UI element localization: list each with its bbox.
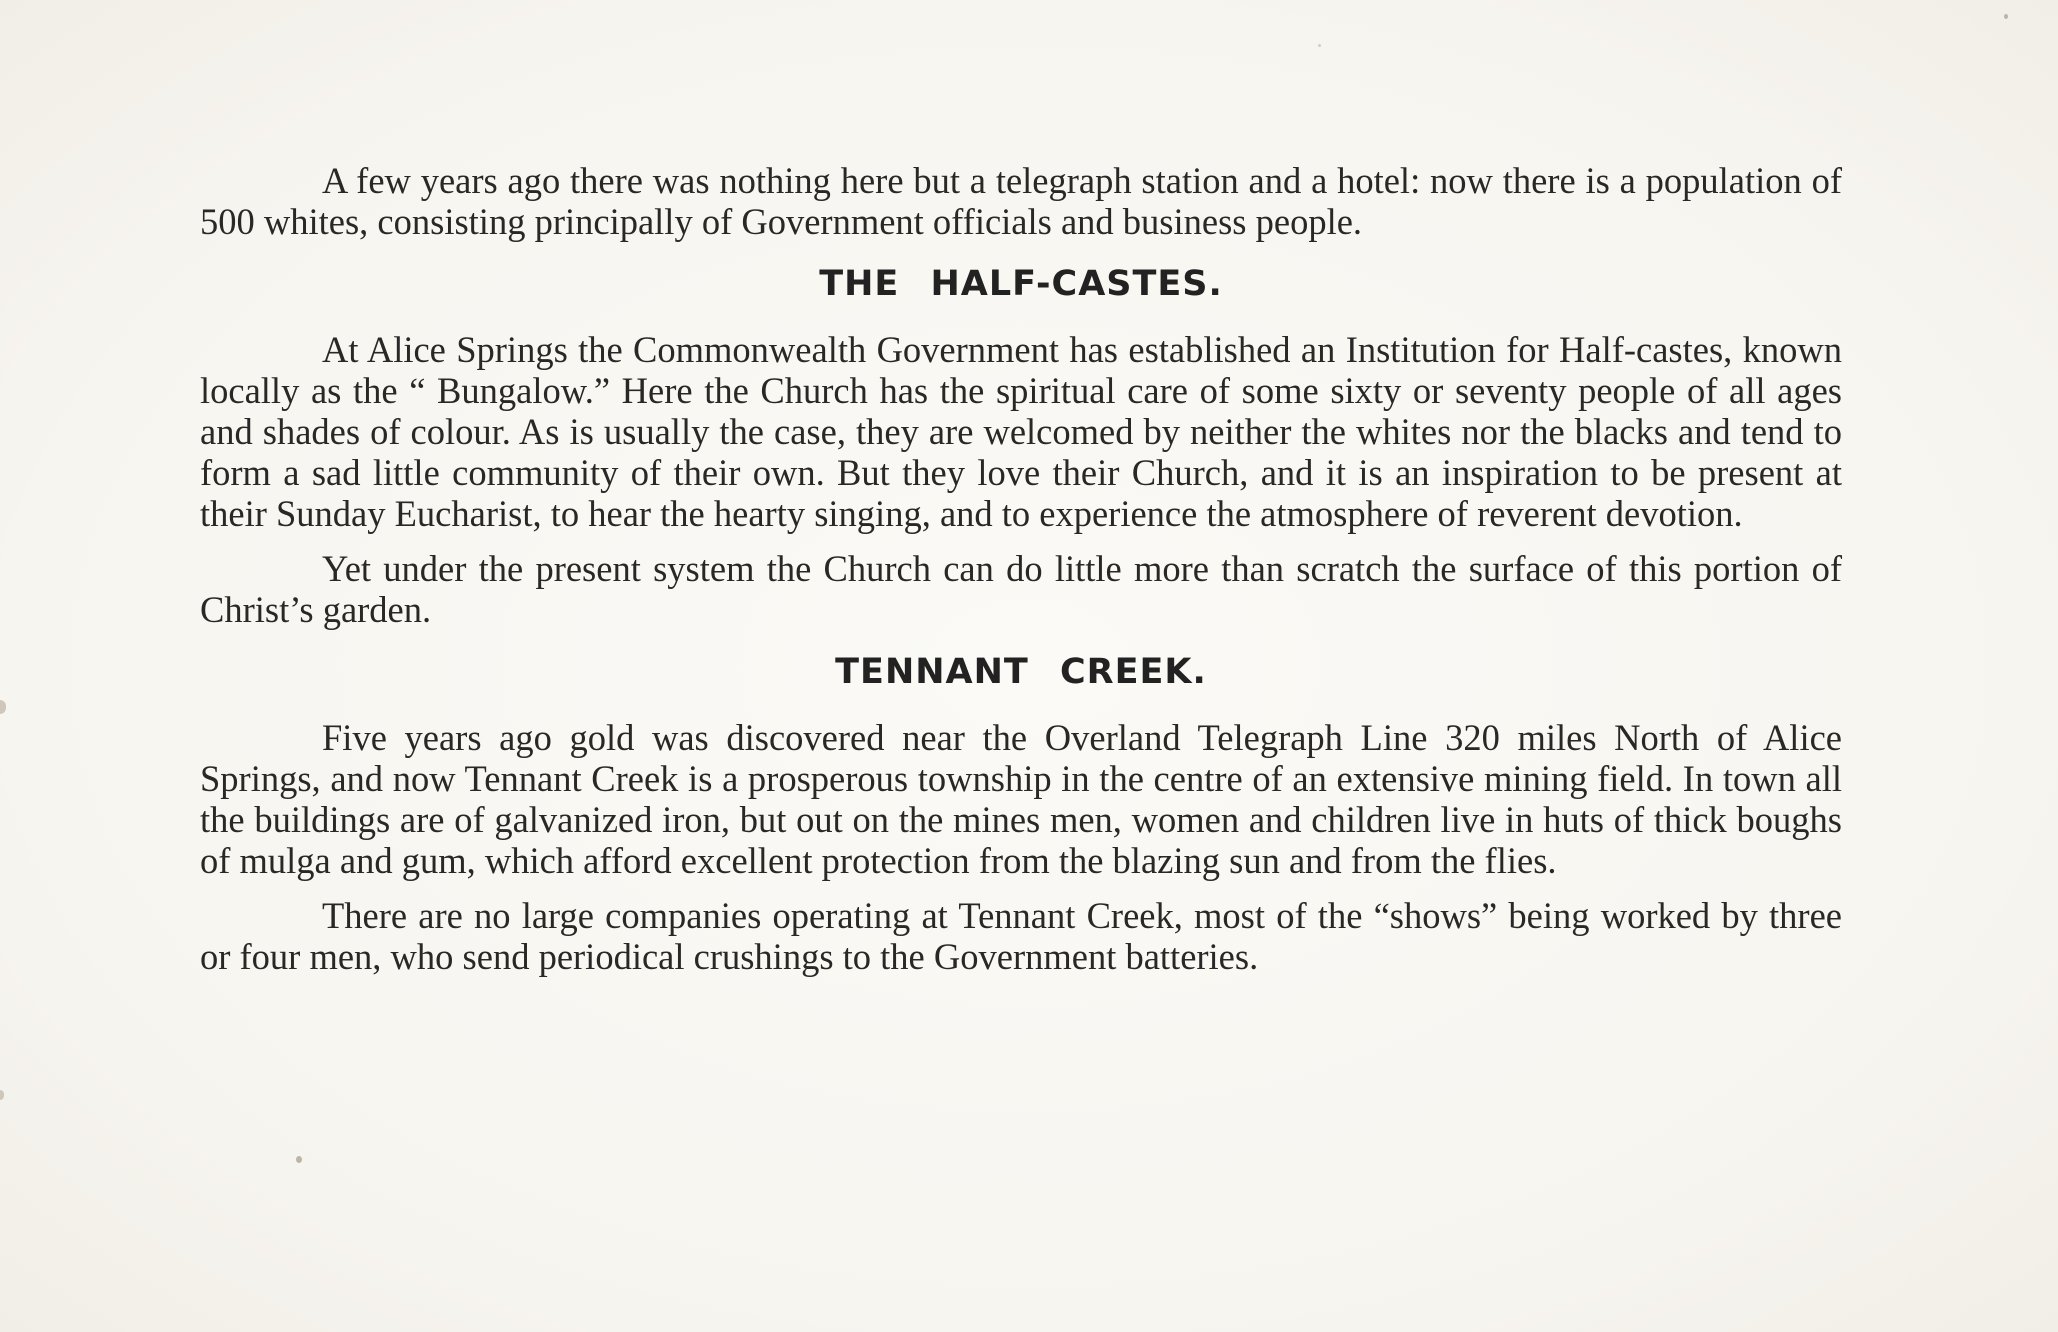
paper-speck: [2004, 14, 2008, 19]
paragraph-bungalow: At Alice Springs the Commonwealth Government has established an Institution for Half-castes, known locally as the “ Bungalow.” Here the Church has the spiritual care of some sixty or seventy people of all ages and shades of colour. As is usually the case, they are welcomed by neither the whites nor the blacks and tend to form a sad little community of their own. But they love their Church, and it is an inspiration to be present at their Sunday Eucharist, to hear the hearty singing, and to experience the atmosphere of reverent devotion.: [200, 329, 1842, 534]
paragraph-present-system: Yet under the present system the Church can do little more than scratch the surface of this portion of Christ’s garden.: [200, 548, 1842, 630]
paragraph-gold-discovery: Five years ago gold was discovered near the Overland Telegraph Line 320 miles North of Alice Springs, and now Tennant Creek is a prosperous township in the centre of an extensive mining field. In town all the buildings are of galvanized iron, but out on the mines men, women and children live in huts of thick boughs of mulga and gum, which afford excellent protection from the blazing sun and from the flies.: [200, 717, 1842, 881]
left-edge-mark-lower: [0, 1090, 4, 1100]
paragraph-intro: A few years ago there was nothing here but a telegraph station and a hotel: now there is a population of 500 whites, consisting principally of Government officials and business people.: [200, 160, 1842, 242]
heading-tennant-creek: TENNANT CREEK.: [835, 652, 1207, 692]
heading-half-castes: THE HALF-CASTES.: [819, 264, 1223, 304]
paragraph-mining-companies: There are no large companies operating at Tennant Creek, most of the “shows” being worked by three or four men, who send periodical crushings to the Government batteries.: [200, 895, 1842, 977]
paper-speck: [1318, 44, 1321, 47]
paper-speck: [296, 1156, 302, 1163]
document-body: [200, 160, 1842, 977]
left-edge-mark: [0, 700, 6, 714]
